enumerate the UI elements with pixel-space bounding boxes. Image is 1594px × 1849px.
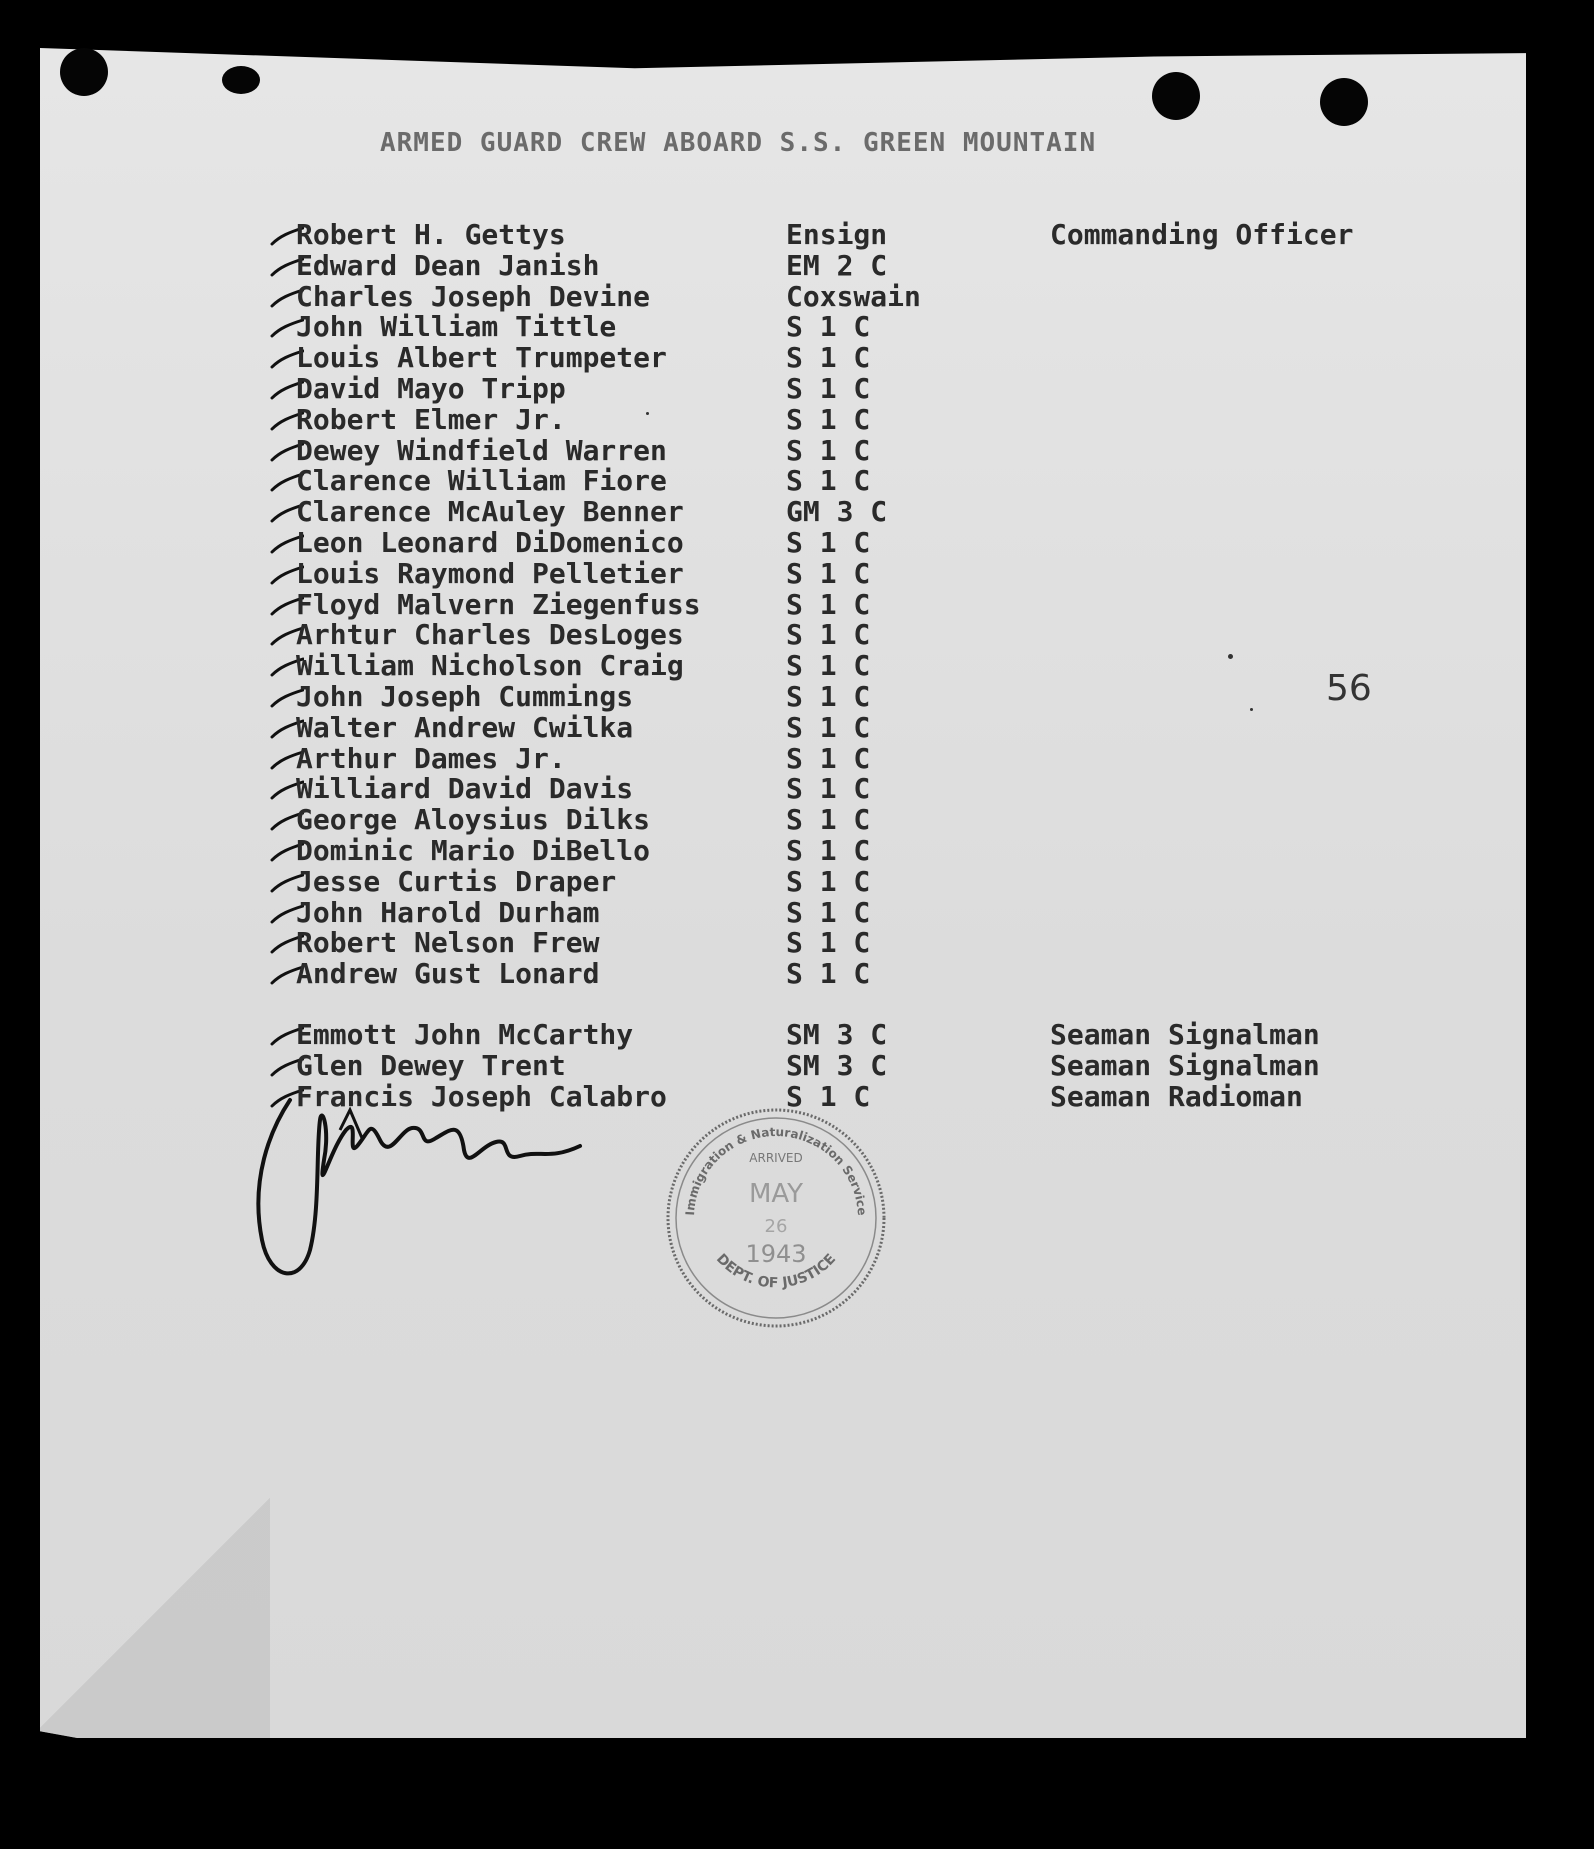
crew-name: Floyd Malvern Ziegenfuss: [296, 589, 701, 621]
crew-name: Robert H. Gettys: [296, 220, 566, 251]
punch-hole: [1320, 78, 1368, 126]
crew-row: [296, 248, 1416, 282]
crew-rate: SM 3 C: [786, 1048, 888, 1082]
crew-row: [296, 864, 1416, 898]
punch-hole: [222, 66, 260, 94]
crew-rate: S 1 C: [786, 926, 871, 960]
crew-row: [296, 525, 1416, 559]
crew-duty: Seaman Radioman: [1050, 1079, 1303, 1113]
crew-list: [296, 220, 1416, 1112]
crew-rate: S 1 C: [786, 895, 871, 929]
crew-name: John William Tittle: [296, 312, 617, 344]
crew-row: [296, 466, 1416, 497]
section-gap: [296, 990, 1416, 1020]
crew-name: Clarence McAuley Benner: [296, 497, 684, 528]
document-title: ARMED GUARD CREW ABOARD S.S. GREEN MOUNTAIN: [380, 128, 1097, 158]
crew-rate: S 1 C: [786, 371, 871, 405]
crew-name: Leon Leonard DiDomenico: [296, 527, 684, 559]
crew-rate: S 1 C: [786, 310, 871, 344]
crew-row: [296, 620, 1416, 651]
crew-name: William Nicholson Craig: [296, 651, 684, 682]
ink-speck: [646, 412, 649, 415]
crew-rate: S 1 C: [786, 741, 871, 775]
crew-rate: S 1 C: [786, 433, 871, 467]
crew-rate: S 1 C: [786, 957, 871, 991]
crew-rate: S 1 C: [786, 833, 871, 867]
stamp-year: 1943: [745, 1240, 807, 1268]
crew-row: [296, 220, 1416, 251]
ink-speck: [1228, 654, 1233, 659]
crew-row: [296, 371, 1416, 405]
crew-name: Robert Nelson Frew: [296, 928, 600, 960]
crew-rate: S 1 C: [786, 556, 871, 590]
crew-name: George Aloysius Dilks: [296, 805, 651, 836]
stamp-bottom-text: DEPT. OF JUSTICE: [712, 1250, 840, 1292]
crew-row: [296, 895, 1416, 929]
crew-rate: S 1 C: [786, 864, 871, 898]
crew-name: Glen Dewey Trent: [296, 1050, 566, 1082]
crew-name: Dominic Mario DiBello: [296, 835, 651, 867]
crew-rate: S 1 C: [786, 464, 871, 498]
crew-rate: Coxswain: [786, 279, 921, 313]
crew-row: [296, 833, 1416, 867]
crew-name: Jesse Curtis Draper: [296, 866, 617, 898]
crew-rate: S 1 C: [786, 341, 871, 375]
crew-name: Robert Elmer Jr.: [296, 404, 566, 436]
crew-row: [296, 741, 1416, 775]
crew-rate: S 1 C: [786, 710, 871, 744]
crew-name: Walter Andrew Cwilka: [296, 712, 634, 744]
ink-speck: [1250, 708, 1253, 711]
crew-name: Dewey Windfield Warren: [296, 435, 667, 467]
crew-name: John Harold Durham: [296, 897, 600, 929]
top-edge-marks: [0, 0, 1594, 60]
crew-row: [296, 774, 1416, 805]
crew-row: [296, 556, 1416, 590]
stamp-top-text: Immigration & Naturalization Service: [683, 1124, 870, 1216]
crew-row: [296, 1048, 1416, 1082]
crew-row: [296, 1017, 1416, 1051]
crew-rate: Ensign: [786, 218, 888, 251]
crew-name: Francis Joseph Calabro: [296, 1081, 667, 1113]
page-number: 56: [1326, 668, 1372, 709]
crew-row: [296, 433, 1416, 467]
punch-hole: [1152, 72, 1200, 120]
paper-fold-shadow: [40, 1488, 270, 1738]
crew-name: Andrew Gust Lonard: [296, 959, 600, 990]
crew-name: Arhtur Charles DesLoges: [296, 620, 684, 652]
crew-row: [296, 497, 1416, 528]
crew-name: Louis Albert Trumpeter: [296, 343, 667, 374]
crew-rate: SM 3 C: [786, 1017, 888, 1051]
crew-row: [296, 279, 1416, 313]
crew-rate: S 1 C: [786, 402, 871, 436]
crew-name: Clarence William Fiore: [296, 466, 667, 498]
crew-rate: S 1 C: [786, 1079, 871, 1113]
crew-name: Louis Raymond Pelletier: [296, 558, 684, 590]
crew-duty: Seaman Signalman: [1050, 1048, 1320, 1082]
crew-row: [296, 710, 1416, 744]
crew-row: [296, 312, 1416, 343]
arrival-stamp: [664, 1106, 888, 1330]
crew-duty: Seaman Signalman: [1050, 1017, 1320, 1051]
crew-row: [296, 959, 1416, 990]
crew-rate: S 1 C: [786, 772, 871, 806]
crew-duty: Commanding Officer: [1050, 218, 1354, 251]
crew-name: David Mayo Tripp: [296, 373, 566, 405]
crew-row: [296, 928, 1416, 959]
crew-rate: S 1 C: [786, 649, 871, 683]
crew-row: [296, 587, 1416, 621]
crew-rate: GM 3 C: [786, 495, 888, 529]
crew-row: [296, 679, 1416, 713]
crew-name: Edward Dean Janish: [296, 250, 600, 282]
crew-name: Williard David Davis: [296, 774, 634, 806]
crew-rate: S 1 C: [786, 587, 871, 621]
crew-rate: EM 2 C: [786, 248, 888, 282]
crew-rate: S 1 C: [786, 618, 871, 652]
handwritten-signature: [250, 1090, 590, 1290]
crew-row: [296, 651, 1416, 682]
stamp-day: 26: [764, 1216, 788, 1237]
stamp-month: MAY: [748, 1179, 804, 1209]
crew-name: Arthur Dames Jr.: [296, 743, 566, 775]
crew-rate: S 1 C: [786, 679, 871, 713]
crew-rate: S 1 C: [786, 803, 871, 837]
crew-row: [296, 402, 1416, 436]
crew-name: John Joseph Cummings: [296, 681, 634, 713]
stamp-status: ARRIVED: [749, 1151, 803, 1165]
crew-rate: S 1 C: [786, 525, 871, 559]
crew-name: Emmott John McCarthy: [296, 1019, 634, 1051]
crew-name: Charles Joseph Devine: [296, 281, 651, 313]
crew-row: [296, 343, 1416, 374]
crew-row: [296, 805, 1416, 836]
